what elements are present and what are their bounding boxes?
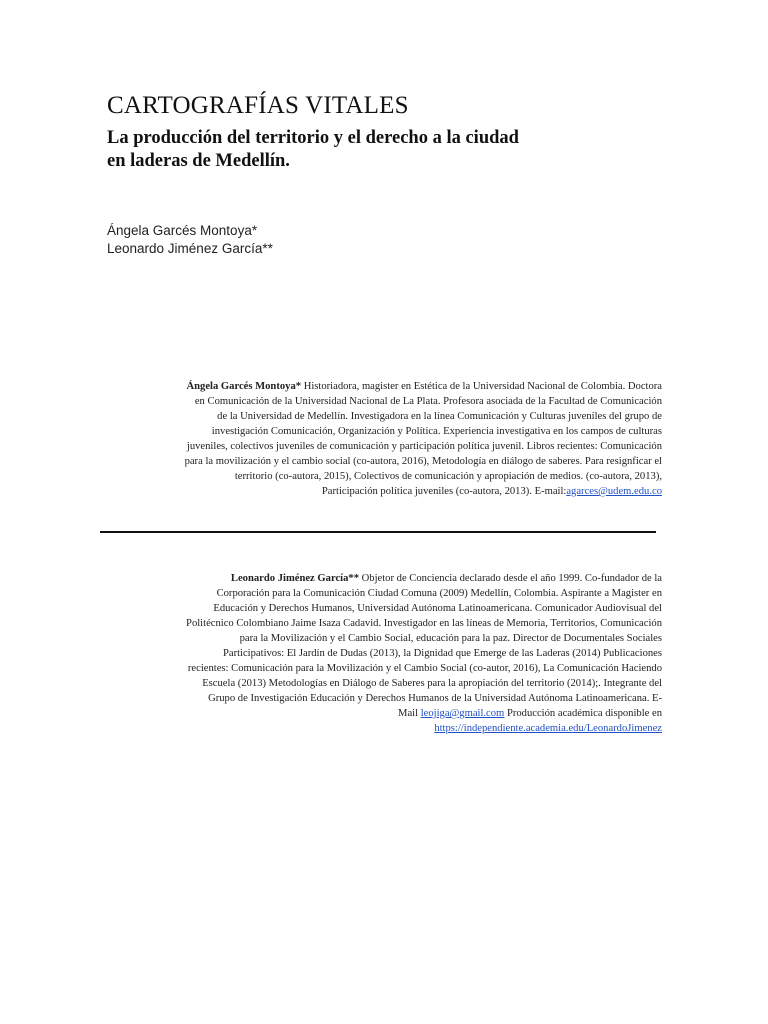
subtitle-line-1: La producción del territorio y el derecho a la ciudad: [107, 128, 519, 148]
bio-line: Corporación para la Comunicación Ciudad Comuna (2009) Medellín, Colombia. Aspirante a Magister en: [216, 588, 662, 599]
bio-line: investigación Comunicación, Organización y Política. Experiencia investigativa en los campos de culturas: [211, 426, 662, 437]
author-list: [107, 222, 273, 258]
section-divider: [100, 531, 656, 533]
academia-profile-link[interactable]: https://independiente.academia.edu/LeonardoJimenez: [434, 723, 662, 734]
bio-line: para la movilización y el cambio social (co-autora, 2016), Metodología en diálogo de saberes. Para resignficar el: [184, 456, 662, 467]
bio-line: Escuela (2013) Metodologías en Diálogo de Saberes para la apropiación del territorio (2014);. Integrante del: [202, 678, 662, 689]
bio-line: recientes: Comunicación para la Movilización y el Cambio Social (co-autor, 2016), La Comunicación Haciendo: [187, 663, 662, 674]
bio-text: Participación política juveniles (co-autora, 2013). E-mail:: [321, 486, 567, 497]
bio-line: de la Universidad de Medellín. Investigadora en la línea Comunicación y Culturas juveniles del grupo de: [217, 411, 662, 422]
author-1: Ángela Garcés Montoya*: [107, 223, 258, 238]
bio-line: Grupo de Investigación Educación y Derechos Humanos de la Universidad Autónoma Latinoamericana. E-: [208, 693, 662, 704]
bio-author-name: Ángela Garcés Montoya*: [186, 381, 302, 392]
author-2: Leonardo Jiménez García**: [107, 241, 273, 256]
bio-line: Educación y Derechos Humanos, Universidad Autónoma Latinoamericana. Comunicador Audiovisual del: [213, 603, 662, 614]
bio-line: juveniles, colectivos juveniles de comunicación y participación política juvenil. Libros recientes: Comunicación: [186, 441, 662, 452]
bio-line: [140, 721, 662, 736]
bio-line: [140, 706, 662, 721]
bio-text: Mail: [398, 708, 421, 719]
bio-line: territorio (co-autora, 2015), Colectivos de comunicación y apropiación de medios. (co-autora, 2013),: [234, 471, 662, 482]
document-subtitle: [107, 127, 627, 173]
bio-text: Objetor de Conciencia declarado desde el año 1999. Co-fundador de la: [359, 573, 662, 584]
bio-line: Participativos: El Jardín de Dudas (2013), la Dignidad que Emerge de las Laderas (2014) Publicaciones: [222, 648, 662, 659]
bio-text: Producción académica disponible en: [504, 708, 662, 719]
bio-line: [140, 379, 662, 394]
bio-author-name: Leonardo Jiménez García**: [230, 573, 359, 584]
bio-text: Historiadora, magister en Estética de la Universidad Nacional de Colombia. Doctora: [301, 381, 662, 392]
email-link[interactable]: agarces@udem.edu.co: [566, 486, 662, 497]
author-bio-garces: [140, 379, 662, 499]
bio-line: en Comunicación de la Universidad Nacional de La Plata. Profesora asociada de la Facultad de Comunicación: [194, 396, 662, 407]
bio-line: [140, 571, 662, 586]
subtitle-line-2: en laderas de Medellín.: [107, 151, 290, 171]
email-link[interactable]: leojiga@gmail.com: [420, 708, 505, 719]
bio-line: Politécnico Colombiano Jaime Isaza Cadavid. Investigador en las líneas de Memoria, Territorios, Comunicación: [186, 618, 662, 629]
bio-line: para la Movilización y el Cambio Social, educación para la paz. Director de Documentales Sociales: [239, 633, 662, 644]
document-title: CARTOGRAFÍAS VITALES: [107, 92, 409, 119]
author-bio-jimenez: [140, 571, 662, 736]
bio-line: [140, 484, 662, 499]
